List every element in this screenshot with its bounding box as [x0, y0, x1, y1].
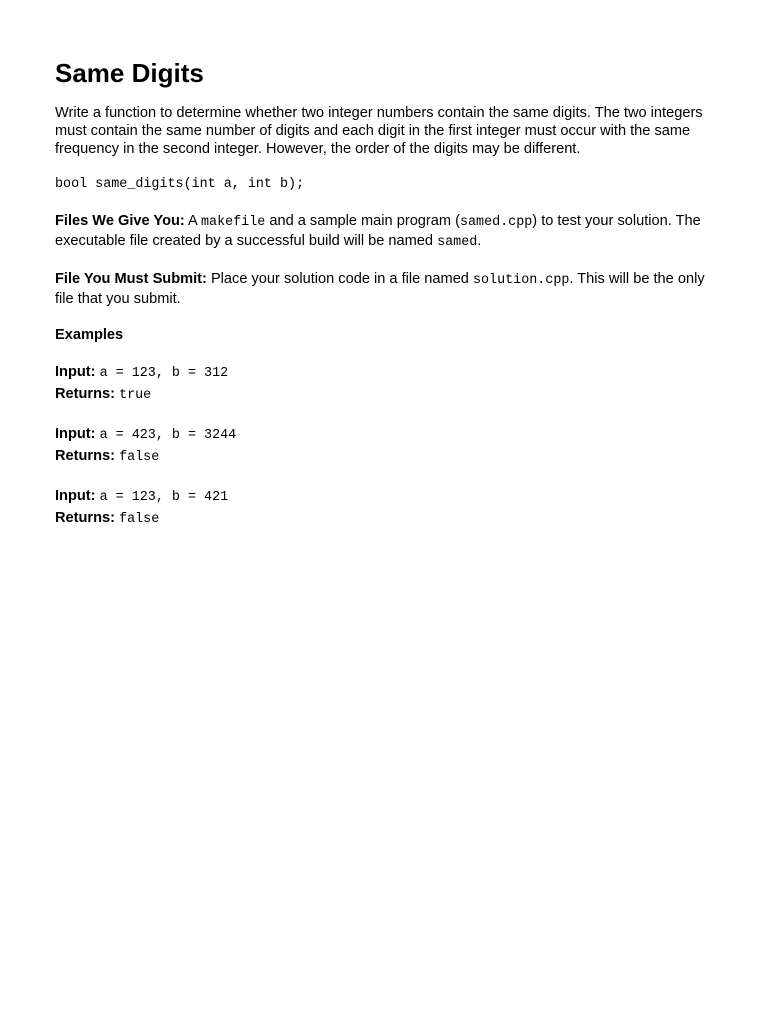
makefile-name: makefile [201, 215, 266, 230]
main-file-name: samed.cpp [459, 215, 533, 230]
solution-file-name: solution.cpp [472, 273, 570, 288]
returns-label: Returns: [55, 448, 115, 464]
files-given-label: Files We Give You: [55, 213, 185, 229]
files-given-paragraph [55, 212, 715, 252]
file-submit-label: File You Must Submit: [55, 271, 207, 287]
files-given-text-2: and a sample main program ( [265, 213, 460, 229]
executable-name: samed [437, 235, 478, 250]
example-returns-line [55, 508, 715, 530]
example-returns-value: false [119, 512, 160, 527]
input-label: Input: [55, 364, 96, 380]
examples-heading: Examples [55, 327, 124, 343]
example-input-value: a = 123, b = 312 [99, 366, 229, 381]
document-page [55, 56, 715, 530]
problem-description: Write a function to determine whether two integer numbers contain the same digits. The two integers must contain the same number of digits and each digit in the first integer must occur with the same frequency in the second integer. However, the order of the digits may be different. [55, 105, 703, 157]
example-input-line [55, 362, 715, 384]
example-returns-value: true [119, 388, 152, 403]
example-3 [55, 486, 715, 530]
page-title: Same Digits [55, 58, 204, 88]
function-signature: bool same_digits(int a, int b); [55, 177, 305, 192]
example-returns-value: false [119, 450, 160, 465]
input-label: Input: [55, 426, 96, 442]
input-label: Input: [55, 488, 96, 504]
returns-label: Returns: [55, 386, 115, 402]
files-given-text-3: ) to test your solution. The executable file created by a successful build will be named [55, 213, 701, 249]
example-input-value: a = 123, b = 421 [99, 490, 229, 505]
returns-label: Returns: [55, 510, 115, 526]
example-2 [55, 424, 715, 468]
file-submit-text-1: Place your solution code in a file named [206, 271, 473, 287]
file-submit-text-2: . This will be the only file that you submit. [55, 271, 705, 307]
example-returns-line [55, 384, 715, 406]
example-1 [55, 362, 715, 406]
example-returns-line [55, 446, 715, 468]
example-input-line [55, 486, 715, 508]
files-given-text-1: A [184, 213, 201, 229]
file-submit-paragraph [55, 270, 715, 308]
files-given-text-4: . [477, 233, 482, 249]
example-input-value: a = 423, b = 3244 [99, 428, 237, 443]
example-input-line [55, 424, 715, 446]
